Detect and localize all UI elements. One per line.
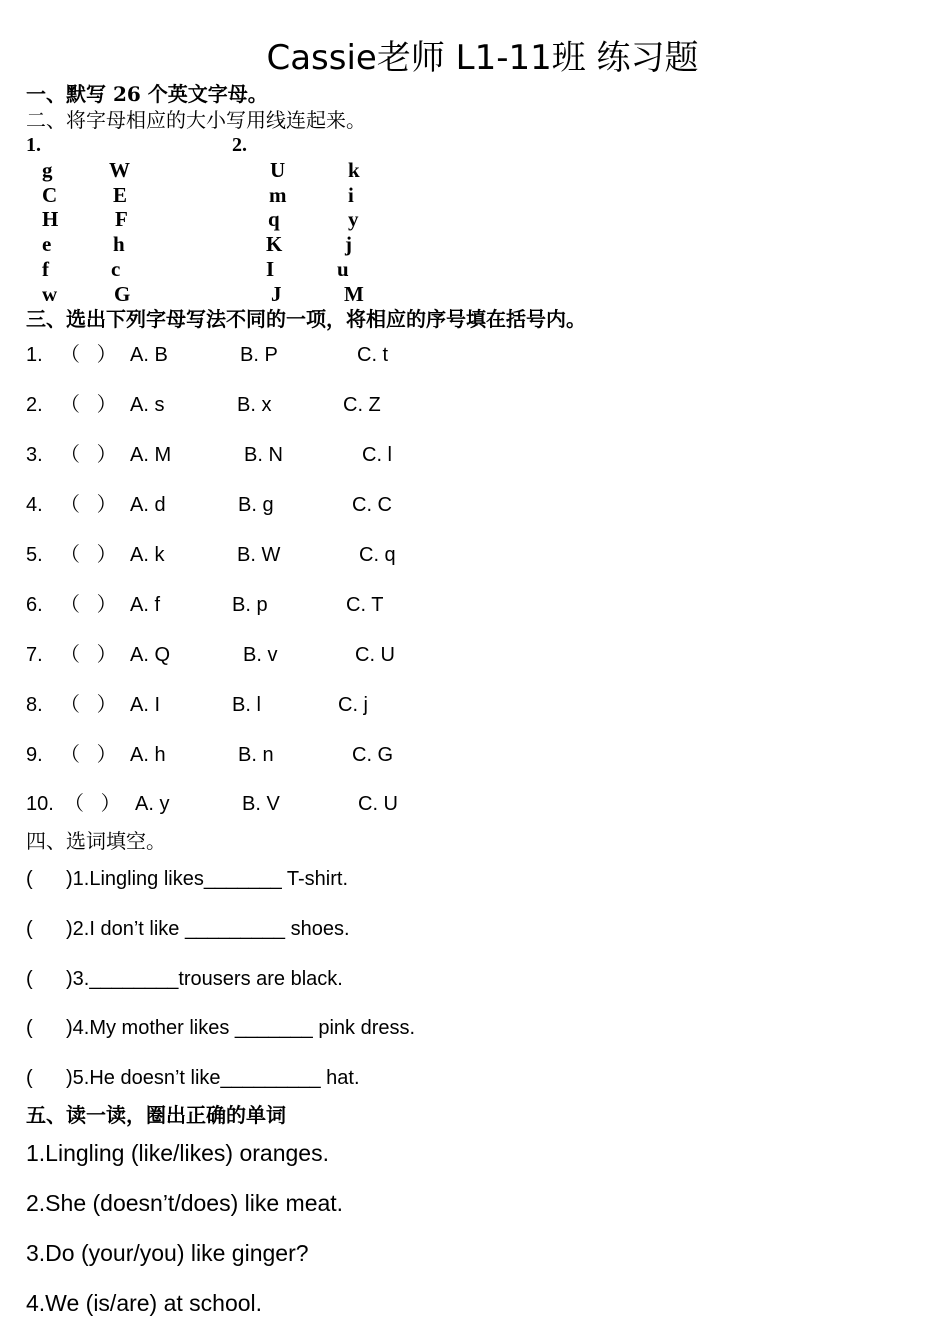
letter: e (42, 232, 52, 256)
letter: m (269, 183, 287, 207)
circle-word-item: 3.Do (your/you) like ginger? (26, 1240, 309, 1266)
question-number: 9. (26, 744, 43, 766)
fill-blank-item: ( )4.My mother likes _______ pink dress. (26, 1017, 416, 1039)
option-a: A. d (130, 494, 166, 516)
option-a: A. I (130, 694, 161, 716)
letter: I (266, 257, 275, 281)
fill-blank-item: ( )2.I don’t like _________ shoes. (26, 918, 350, 940)
question-number: 2. (26, 394, 43, 416)
circle-word-item: 1.Lingling (like/likes) oranges. (26, 1140, 329, 1166)
question-number: 10. (26, 793, 54, 815)
option-a: A. s (130, 394, 165, 416)
option-b: B. l (232, 694, 261, 716)
letter: C (42, 183, 58, 207)
letter: W (109, 158, 130, 182)
option-a: A. M (130, 444, 172, 466)
option-a: A. h (130, 744, 166, 766)
option-c: C. T (346, 594, 384, 616)
letter: K (266, 232, 283, 256)
answer-bracket: （ ） (60, 394, 117, 416)
answer-bracket: （ ） (60, 544, 117, 566)
letter: M (344, 282, 364, 306)
question-number: 5. (26, 544, 43, 566)
option-c: C. U (358, 793, 398, 815)
option-c: C. U (355, 644, 395, 666)
section1-heading: 一、默写 26 个英文字母。 (26, 82, 268, 106)
question-number: 6. (26, 594, 43, 616)
option-b: B. N (244, 444, 283, 466)
letter: g (42, 158, 53, 182)
option-a: A. y (135, 793, 170, 815)
circle-word-item: 2.She (doesn’t/does) like meat. (26, 1190, 344, 1216)
option-c: C. t (357, 344, 389, 366)
question-number: 3. (26, 444, 43, 466)
group2-label: 2. (232, 134, 247, 156)
section2-heading: 二、将字母相应的大小写用线连起来。 (26, 108, 366, 132)
answer-bracket: （ ） (60, 644, 117, 666)
option-b: B. V (242, 793, 280, 815)
option-a: A. Q (130, 644, 171, 666)
option-a: A. B (130, 344, 168, 366)
answer-bracket: （ ） (60, 594, 117, 616)
letter: J (271, 282, 282, 306)
option-c: C. l (362, 444, 392, 466)
question-number: 4. (26, 494, 43, 516)
group1-label: 1. (26, 134, 41, 156)
letter: q (268, 207, 280, 231)
letter: f (42, 257, 49, 281)
letter: h (113, 232, 125, 256)
option-c: C. Z (343, 394, 381, 416)
question-number: 8. (26, 694, 43, 716)
fill-blank-item: ( )5.He doesn’t like_________ hat. (26, 1067, 360, 1089)
question-number: 1. (26, 344, 43, 366)
question-number: 7. (26, 644, 43, 666)
option-c: C. q (359, 544, 396, 566)
circle-word-item: 4.We (is/are) at school. (26, 1290, 263, 1316)
option-a: A. f (130, 594, 161, 616)
option-b: B. n (238, 744, 274, 766)
page-title: Cassie老师 L1-11班 练习题 (266, 38, 699, 78)
answer-bracket: （ ） (60, 494, 117, 516)
letter: G (114, 282, 131, 306)
letter: U (270, 158, 286, 182)
letter: E (113, 183, 128, 207)
letter: k (348, 158, 360, 182)
option-b: B. g (238, 494, 274, 516)
option-b: B. W (237, 544, 281, 566)
fill-blank-item: ( )3.________trousers are black. (26, 968, 343, 990)
option-b: B. v (243, 644, 278, 666)
option-a: A. k (130, 544, 165, 566)
section4-heading: 四、选词填空。 (26, 829, 166, 853)
answer-bracket: （ ） (60, 444, 117, 466)
answer-bracket: （ ） (60, 744, 117, 766)
section3-heading: 三、选出下列字母写法不同的一项，将相应的序号填在括号内。 (26, 307, 586, 331)
letter: w (42, 282, 58, 306)
letter: F (115, 207, 128, 231)
option-b: B. x (237, 394, 272, 416)
answer-bracket: （ ） (60, 344, 117, 366)
letter: i (348, 183, 354, 207)
letter: y (348, 207, 359, 231)
option-c: C. C (352, 494, 392, 516)
option-b: B. P (240, 344, 278, 366)
letter: H (42, 207, 59, 231)
option-b: B. p (232, 594, 268, 616)
fill-blank-item: ( )1.Lingling likes_______ T-shirt. (26, 868, 349, 890)
letter: j (345, 232, 352, 256)
letter: c (111, 257, 121, 281)
letter: u (337, 257, 349, 281)
option-c: C. G (352, 744, 394, 766)
answer-bracket: （ ） (60, 694, 117, 716)
section5-heading: 五、读一读，圈出正确的单词 (26, 1103, 286, 1127)
option-c: C. j (338, 694, 368, 716)
answer-bracket: （ ） (64, 793, 121, 815)
